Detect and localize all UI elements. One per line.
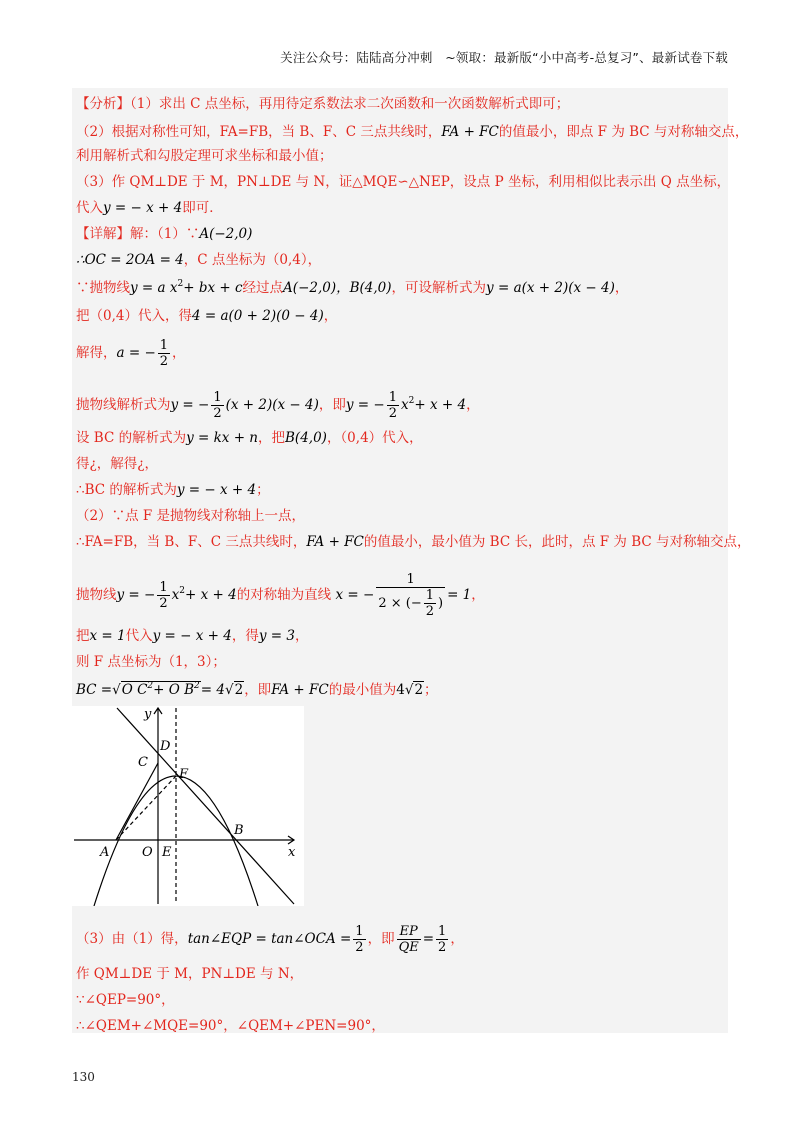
label-a: A bbox=[100, 845, 110, 860]
analysis-line-3: 利用解析式和勾股定理可求坐标和最小值； bbox=[76, 148, 333, 164]
detail-line-9: ∴BC 的解析式为y = − x + 4； bbox=[76, 482, 270, 498]
detail-line-10: （2）∵点 F 是抛物线对称轴上一点， bbox=[76, 508, 306, 524]
detail-line-11: ∴FA=FB，当 B、F、C 三点共线时，FA + FC的值最小，最小值为 BC 长，此时，点 F 为 BC 与对称轴交点， bbox=[76, 534, 751, 550]
label-x: x bbox=[288, 845, 296, 860]
page-number: 130 bbox=[72, 1070, 95, 1084]
page-header: 关注公众号：陆陆高分冲刺 ~领取：最新版“小中高考-总复习”、最新试卷下载 bbox=[280, 50, 728, 65]
parabola-figure bbox=[72, 706, 304, 906]
solution-panel bbox=[72, 88, 751, 1034]
analysis-line-4: （3）作 QM⊥DE 于 M，PN⊥DE 与 N，证△MQE∽△NEP，设点 P 坐标，利用相似比表示出 Q 点坐标， bbox=[76, 174, 731, 190]
detail-line-3: ∵抛物线y = a $x^2+$ bx + c经过点A(−2,0)，B(4,0)，可设解析式为y = a(x + 2)(x − 4)， bbox=[76, 279, 629, 296]
detail-tag: 【详解】 bbox=[76, 226, 130, 242]
detail-line-6: 抛物线解析式为y = − $\frac{1}{2}$ (x + 2)(x − 4)，即y = − $\frac{1}{2}$ $x^2+ x + 4$， bbox=[76, 390, 480, 421]
detail-line-5: 解得，a = − $\frac{1}{2}$ ， bbox=[76, 338, 186, 369]
analysis-line-5: 代入y = − x + 4即可． bbox=[76, 200, 223, 216]
detail-line-13: 把x = 1代入y = − x + 4，得y = 3， bbox=[76, 628, 309, 644]
detail-line-4: 把（0,4）代入，得4 = a(0 + 2)(0 − 4)， bbox=[76, 308, 338, 324]
detail-line-7: 设 BC 的解析式为y = kx + n，把B(4,0)，（0,4）代入， bbox=[76, 430, 423, 446]
coordinate-graph bbox=[72, 706, 304, 906]
detail-line-14: 则 F 点坐标为（1，3）； bbox=[76, 654, 226, 670]
analysis-line-1: 【分析】（1）求出 C 点坐标，再用待定系数法求二次函数和一次函数解析式即可； bbox=[76, 96, 570, 112]
detail-line-19: ∴∠QEM+∠MQE=90°，∠QEM+∠PEN=90°， bbox=[76, 1018, 385, 1034]
label-y: y bbox=[144, 707, 152, 722]
line-bc bbox=[117, 708, 294, 904]
detail-line-16: （3）由（1）得，tan∠EQP = tan∠OCA = $\frac{1}{2}$ ，即 $\frac{EP}{QE}$ = $\frac{1}{2}$ ， bbox=[76, 924, 464, 955]
label-e: E bbox=[162, 845, 172, 860]
detail-line-17: 作 QM⊥DE 于 M，PN⊥DE 与 N， bbox=[76, 966, 304, 982]
label-f: F bbox=[179, 767, 189, 782]
label-b: B bbox=[234, 823, 244, 838]
label-d: D bbox=[160, 739, 171, 754]
label-o: O bbox=[142, 845, 153, 860]
detail-line-8: 得¿，解得¿， bbox=[76, 456, 158, 472]
detail-line-15: BC =√O $C^2+ O$ $B^2= 4√2$，即FA + FC的最小值为4√2； bbox=[76, 681, 438, 698]
detail-line-12: 抛物线y = − $\frac{1}{2}$ $x^2+ x + 4$的对称轴为直线 x = − 1 2 × (− $\frac{1}{2}$ ) = 1， bbox=[76, 572, 485, 619]
analysis-line-2: （2）根据对称性可知，FA=FB，当 B、F、C 三点共线时，FA + FC的值最小，即点 F 为 BC 与对称轴交点， bbox=[76, 124, 749, 140]
analysis-tag: 【分析】 bbox=[76, 96, 130, 112]
detail-line-1: 【详解】解：（1）∵A(−2,0) bbox=[76, 226, 253, 242]
detail-line-18: ∵∠QEP=90°， bbox=[76, 992, 175, 1008]
detail-line-2: ∴OC = 2OA = 4，C 点坐标为（0,4）， bbox=[76, 252, 322, 268]
label-c: C bbox=[138, 755, 148, 770]
